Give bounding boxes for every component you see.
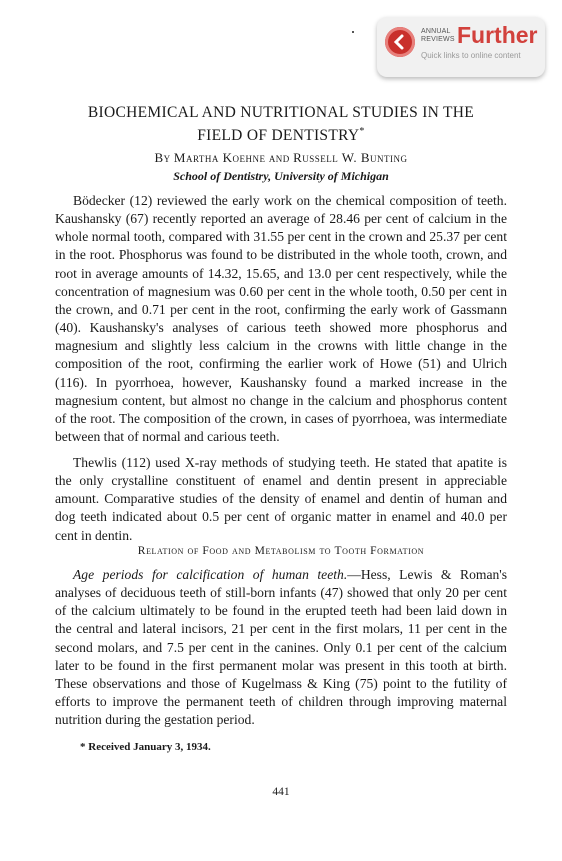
byline: By Martha Koehne and Russell W. Bunting [154, 150, 408, 165]
author-2: Russell W. Bunting [293, 150, 408, 165]
speck [352, 31, 354, 33]
paragraph-2: Thewlis (112) used X-ray methods of studying teeth. He stated that apatite is the only crystalline constituent of enamel and dentin present in appreciable amount. Comparative studies of the density of enamel and dentin of human and dog teeth indicated about 0.5 per cent of organic matter in enamel and 40.0 per cent in dentin. [55, 455, 507, 543]
author-1: Martha Koehne [173, 150, 266, 165]
section-heading: Relation of Food and Metabolism to Tooth Formation [137, 545, 425, 557]
further-badge[interactable] [377, 17, 545, 77]
chevron-left-icon [385, 27, 415, 57]
further-subtitle: Quick links to online content [421, 51, 521, 60]
affiliation: School of Dentistry, University of Michigan [173, 169, 389, 183]
article-title: BIOCHEMICAL AND NUTRITIONAL STUDIES IN THE FIELD OF DENTISTRY* [87, 104, 475, 145]
footnote: * Received January 3, 1934. [80, 741, 211, 753]
page-number: 441 [272, 786, 290, 798]
paragraph-3: Age periods for calcification of human teeth.—Hess, Lewis & Roman's analyses of deciduous teeth of still-born infants (47) showed that only 20 per cent of the calcium ultimately to be found in the erupted teeth had been laid down in the central and lateral incisors, 21 per cent in the first molars, 11 per cent in the second molars, and 7.5 per cent in the canines. Only 0.1 per cent of the calcium later to be found in the first permanent molar was present in this tooth at birth. These observations and those of Kugelmass & King (75) point to the futility of efforts to improve the permanent teeth of children through improving maternal nutrition during the gestation period. [55, 567, 508, 728]
brand-name: ANNUAL REVIEWS [421, 28, 455, 43]
further-word: Further [457, 22, 538, 48]
paragraph-1: Bödecker (12) reviewed the early work on the chemical composition of teeth. Kaushansky (67) recently reported an average of 28.46 per cent of calcium in the whole normal tooth, compared with 31.55 per cent in the crown and 25.37 per cent in the root. Phosphorus was found to be distributed in the whole tooth, crown, and root in average amounts of 14.32, 15.65, and 13.0 per cent respectively, while the concentration of magnesium was 0.60 per cent in the whole tooth, 0.50 per cent in the crown, and 0.71 per cent in the root, confirming the early work of Gassmann (40). Kaushansky's analyses of carious teeth showed more phosphorus and magnesium and slightly less calcium in the crowns with little change in the composition of the root, confirming the earlier work of Howe (51) and Ulrich (116). In pyorrhoea, however, Kaushansky found a marked increase in the magnesium content, but almost no change in the calcium and phosphorus content of the root. The composition of the crown, in cases of pyorrhoea, was intermediate between that of normal and carious teeth. [55, 193, 507, 445]
